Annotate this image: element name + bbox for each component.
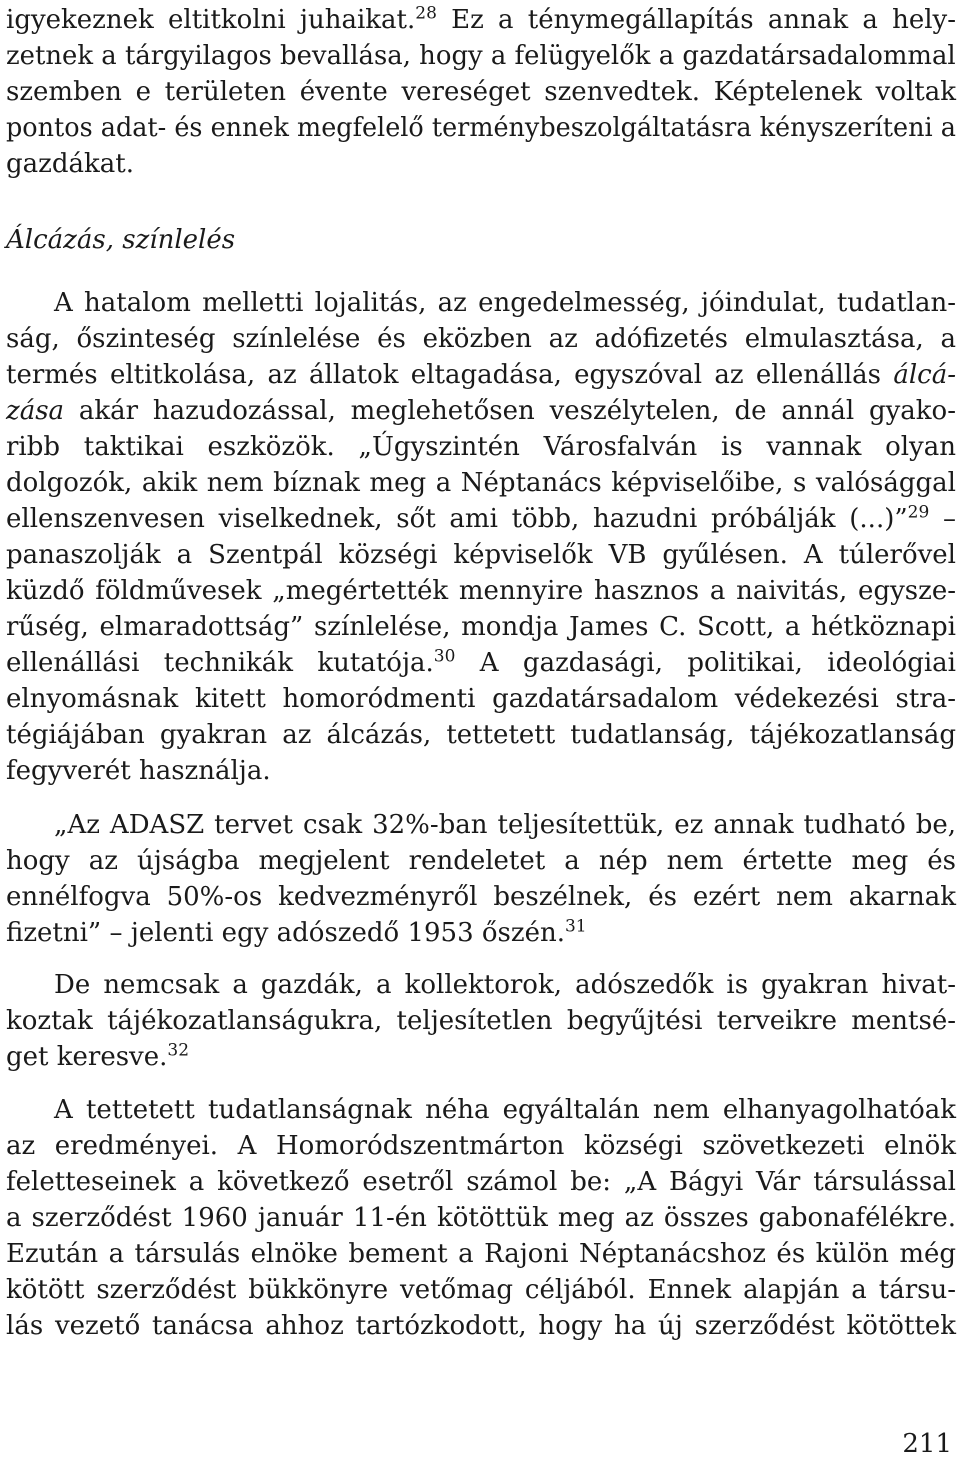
text-line (6, 393, 956, 429)
text-line: dolgozók, akik nem bíznak meg a Néptanács képviselőibe, s valósággal (6, 468, 956, 498)
text-line (6, 357, 956, 393)
text-fragment: – (929, 504, 956, 534)
text-line: a szerződést 1960 január 11-én kötöttük meg az összes gabonafélékre. (6, 1203, 956, 1233)
footnote-ref: 29 (907, 502, 930, 523)
page-number: 211 (902, 1429, 952, 1459)
text-line (6, 645, 956, 681)
text-line: lás vezető tanácsa ahhoz tartózkodott, hogy ha új szerződést kötöttek (6, 1311, 956, 1341)
text-line: rűség, elmaradottság” színlelése, mondja James C. Scott, a hétköznapi (6, 612, 956, 642)
text-line: A hatalom melletti lojalitás, az engedelmesség, jóindulat, tudatlan- (54, 288, 956, 318)
text-fragment: ellenszenvesen viselkednek, sőt ami több, hazudni próbálják (...)” (6, 504, 908, 534)
text-line: elnyomásnak kitett homoródmenti gazdatársadalom védekezési stra- (6, 684, 956, 714)
text-fragment: fizetni” – jelenti egy adószedő 1953 őszén. (6, 918, 565, 948)
section-heading: Álcázás, színlelés (6, 225, 236, 255)
text-fragment: get keresve. (6, 1042, 168, 1072)
text-line: fegyverét használja. (6, 756, 271, 786)
text-line: szemben e területen évente vereséget szenvedtek. Képtelenek voltak (6, 77, 956, 107)
text-line: De nemcsak a gazdák, a kollektorok, adószedők is gyakran hivat- (54, 970, 956, 1000)
text-fragment: Ez a ténymegállapítás annak a hely- (436, 5, 956, 35)
text-line: pontos adat- és ennek megfelelő terménybeszolgáltatásra kényszeríteni a (6, 113, 956, 143)
text-line (6, 2, 956, 38)
italic-term: zása (6, 396, 65, 426)
text-line: „Az ADASZ tervet csak 32%-ban teljesítettük, ez annak tudható be, (54, 810, 956, 840)
text-line: küzdő földművesek „megértették mennyire hasznos a naivitás, egysze- (6, 576, 956, 606)
text-line (6, 915, 587, 951)
text-line: Ezután a társulás elnöke bement a Rajoni Néptanácshoz és külön még (6, 1239, 956, 1269)
text-fragment: A gazdasági, politikai, ideológiai (455, 648, 956, 678)
text-line: hogy az újságba megjelent rendeletet a nép nem értette meg és (6, 846, 956, 876)
text-line: feletteseinek a következő esetről számol be: „A Bágyi Vár társulással (6, 1167, 956, 1197)
text-fragment: termés eltitkolása, az állatok eltagadása, egyszóval az ellenállás (6, 360, 894, 390)
text-line (6, 1039, 189, 1075)
text-line: kötött szerződést bükkönyre vetőmag céljából. Ennek alapján a társu- (6, 1275, 956, 1305)
text-line: ennélfogva 50%-os kedvezményről beszélnek, és ezért nem akarnak (6, 882, 956, 912)
text-line: tégiájában gyakran az álcázás, tettetett tudatlanság, tájékozatlanság (6, 720, 956, 750)
footnote-ref: 30 (433, 646, 456, 667)
footnote-ref: 32 (167, 1040, 190, 1061)
text-line: ság, őszinteség színlelése és eközben az adófizetés elmulasztása, a (6, 324, 956, 354)
text-line: ribb taktikai eszközök. „Úgyszintén Városfalván is vannak olyan (6, 432, 956, 462)
text-line (6, 501, 956, 537)
text-fragment: ellenállási technikák kutatója. (6, 648, 434, 678)
text-line: A tettetett tudatlanságnak néha egyáltalán nem elhanyagolhatóak (54, 1095, 956, 1125)
text-line: gazdákat. (6, 149, 134, 179)
text-line: koztak tájékozatlanságukra, teljesítetlen begyűjtési terveikre mentsé- (6, 1006, 956, 1036)
text-line: az eredményei. A Homoródszentmárton községi szövetkezeti elnök (6, 1131, 956, 1161)
footnote-ref: 28 (415, 3, 437, 24)
italic-term: álcá- (893, 360, 956, 390)
text-line: panaszolják a Szentpál községi képviselők VB gyűlésen. A túlerővel (6, 540, 956, 570)
footnote-ref: 31 (564, 916, 587, 937)
text-line: zetnek a tárgyilagos bevallása, hogy a felügyelők a gazdatársadalommal (6, 41, 956, 71)
text-fragment: akár hazudozással, meglehetősen veszélytelen, de annál gyako- (64, 396, 956, 426)
text-fragment: igyekeznek eltitkolni juhaikat. (6, 5, 416, 35)
document-page (6, 0, 956, 1463)
